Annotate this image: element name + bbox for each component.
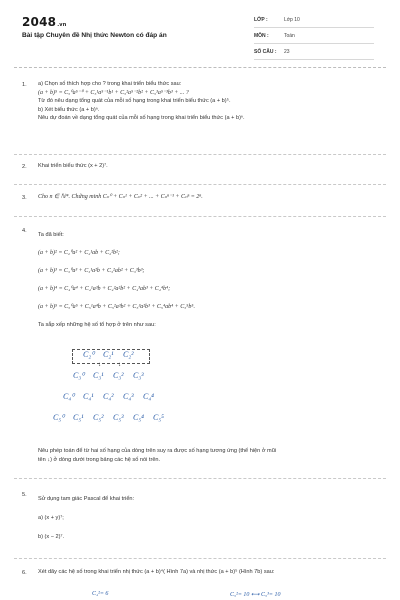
question-number: 2. <box>22 164 27 170</box>
question-line: Nêu dự đoán về dạng tổng quát của mỗi số hạng trong khai triển biểu thức (a + b)ⁿ. <box>38 115 245 122</box>
coefficient-3-5: C₅⁵ <box>153 413 164 422</box>
coefficient-3-2: C₅² <box>93 413 104 422</box>
question-number: 6. <box>22 570 27 576</box>
question-5-body <box>38 490 134 547</box>
question-line: b) Xét biểu thức (a + b)ⁿ. <box>38 106 100 113</box>
question-line: b) (x − 2)⁷. <box>38 534 65 540</box>
down-arrow-icon: ↓ <box>118 362 121 368</box>
question-divider <box>14 154 386 155</box>
meta-label: MÔN : <box>254 33 269 39</box>
question-2-body <box>38 162 108 171</box>
figure-7a-label: C₄²= 6 <box>92 591 109 597</box>
formula-line: (a + b)⁴ = C₄⁰a⁴ + C₄¹a³b + C₄²a²b² + C₄³ab³ + C₄⁴b⁴; <box>38 286 171 292</box>
coefficient-2-2: C₄² <box>103 392 114 401</box>
coefficient-3-3: C₅³ <box>113 413 124 422</box>
question-line: Nêu phép toán để từ hai số hạng của dòng trên suy ra được số hạng tương ứng (thể hiện ở mũi <box>38 448 277 454</box>
formula-line: (a + b)⁵ = C₅⁰a⁵ + C₅¹a⁴b + C₅²a³b² + C₅³a²b³ + C₅⁴ab⁴ + C₅⁵b⁵. <box>38 304 195 310</box>
question-line: Ta đã biết: <box>38 232 64 238</box>
coefficient-3-4: C₅⁴ <box>133 413 144 422</box>
question-divider <box>14 216 386 217</box>
question-number: 4. <box>22 228 27 234</box>
question-divider <box>14 478 386 479</box>
meta-value: Lớp 10 <box>284 17 300 23</box>
question-1-body <box>38 80 245 123</box>
coefficient-0-2: C₂² <box>123 350 134 359</box>
meta-label: LỚP : <box>254 17 268 23</box>
meta-value: Toán <box>284 33 295 39</box>
coefficient-2-0: C₄⁰ <box>63 392 75 401</box>
formula-line: (a + b)³ = C₃⁰a³ + C₃¹a²b + C₃²ab² + C₃³b³; <box>38 268 145 274</box>
question-line: tên ↓) ở dòng dưới trong bảng các hệ số nói trên. <box>38 456 161 463</box>
coefficient-2-3: C₄³ <box>123 392 134 401</box>
question-line: Xét dãy các hệ số trong khai triển nhị thức (a + b)⁴( Hình 7a) và nhị thức (a + b)⁵ (Hình 7b) sau: <box>38 569 275 575</box>
down-arrow-icon: ↓ <box>98 362 101 368</box>
question-number: 3. <box>22 195 27 201</box>
coefficient-2-4: C₄⁴ <box>143 392 154 401</box>
question-line: Sử dụng tam giác Pascal để khai triển: <box>38 496 135 502</box>
coefficient-3-0: C₅⁰ <box>53 413 65 422</box>
document-title: Bài tập Chuyên đề Nhị thức Newton có đáp án <box>22 32 167 39</box>
coefficient-0-1: C₂¹ <box>103 350 114 359</box>
question-line: a) (x + y)⁷; <box>38 515 64 521</box>
question-divider <box>14 184 386 185</box>
site-logo[interactable]: 2048.vn <box>22 15 67 29</box>
question-number: 1. <box>22 82 27 88</box>
question-6-body <box>38 568 274 577</box>
question-line: Ta sắp xếp những hệ số tổ hợp ở trên như sau: <box>38 322 156 328</box>
question-4-note <box>38 447 276 464</box>
figure-7b-label: C₅²= 10 ⟷ C₅³= 10 <box>230 592 281 598</box>
coefficient-1-2: C₃² <box>113 371 124 380</box>
coefficient-3-1: C₅¹ <box>73 413 84 422</box>
coefficient-1-0: C₃⁰ <box>73 371 85 380</box>
question-line: Từ đó nêu dạng tổng quát của mỗi số hạng trong khai triển biểu thức (a + b)⁵. <box>38 98 231 105</box>
formula-line: Cho n ∈ ℕ*. Chứng minh Cₙ⁰ + Cₙ¹ + Cₙ² + ... + Cₙⁿ⁻¹ + Cₙⁿ = 2ⁿ. <box>38 194 203 200</box>
meta-value: 23 <box>284 49 290 55</box>
question-line: Khai triển biểu thức (x + 2)⁷. <box>38 163 108 169</box>
formula-line: (a + b)⁵ = C₅⁰a⁵⁻⁰ + C₅¹a⁵⁻¹b¹ + C₅²a⁵⁻²b² + C₅³a⁵⁻³b³ + ... ? <box>38 89 189 96</box>
pascal-triangle <box>38 345 178 440</box>
question-divider <box>14 558 386 559</box>
coefficient-0-0: C₂⁰ <box>83 350 95 359</box>
coefficient-1-3: C₃³ <box>133 371 144 380</box>
question-number: 5. <box>22 492 27 498</box>
formula-line: (a + b)² = C₂⁰a² + C₂¹ab + C₂²b²; <box>38 250 120 256</box>
coefficient-1-1: C₃¹ <box>93 371 104 380</box>
question-3-body <box>38 193 203 202</box>
question-line: a) Chọn số thích hợp cho ? trong khai triển biểu thức sau: <box>38 81 182 87</box>
header-divider <box>14 67 386 68</box>
meta-row-subject <box>254 30 374 44</box>
coefficient-2-1: C₄¹ <box>83 392 94 401</box>
meta-row-count <box>254 46 374 60</box>
meta-row-class <box>254 14 374 28</box>
meta-label: SỐ CÂU : <box>254 49 277 55</box>
header <box>0 0 400 68</box>
meta-table <box>254 14 374 62</box>
question-4-body <box>38 226 195 334</box>
